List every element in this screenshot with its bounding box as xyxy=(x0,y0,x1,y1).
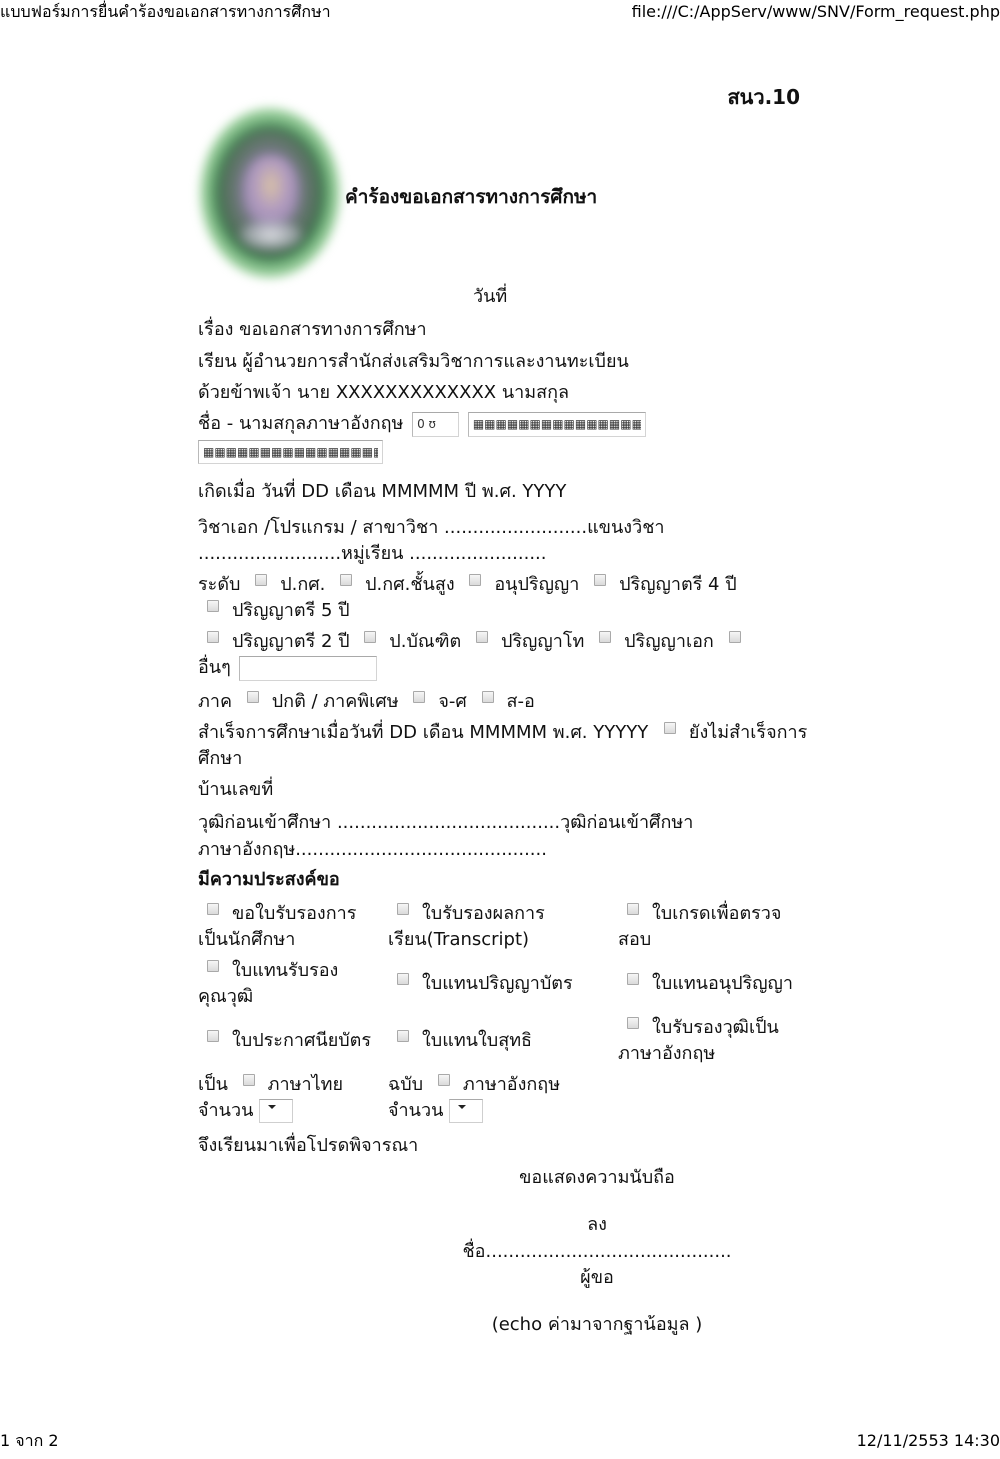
english-name-line xyxy=(198,410,808,438)
english-copy-label: ภาษาอังกฤษ xyxy=(462,1073,561,1095)
thai-copy-quantity-line xyxy=(198,1098,382,1124)
degree-level-option[interactable] xyxy=(198,600,350,621)
major-field xyxy=(198,515,808,567)
table-row xyxy=(198,1069,808,1126)
degree-level-line xyxy=(198,629,808,655)
chevron-down-icon xyxy=(458,1105,466,1109)
applicant-line: ด้วยข้าพเจ้า นาย XXXXXXXXXXXXX นามสกุล xyxy=(198,382,570,403)
english-copy-quantity-select[interactable] xyxy=(449,1099,483,1123)
degree-level-option[interactable] xyxy=(331,574,455,595)
degree-level-option-label: ปริญญาตรี 4 ปี xyxy=(619,574,737,595)
table-row xyxy=(198,955,808,1012)
document-option[interactable] xyxy=(388,898,618,955)
print-header xyxy=(0,0,1000,24)
prior-education-field xyxy=(198,809,808,863)
document-option-label: ใบแทนปริญญาบัตร xyxy=(422,972,573,994)
thai-copy-option[interactable] xyxy=(234,1074,343,1095)
term-checkbox[interactable] xyxy=(247,691,259,703)
degree-level-line xyxy=(198,655,808,681)
page-number: 1 จาก 2 xyxy=(0,1431,59,1450)
degree-level-checkbox[interactable] xyxy=(340,574,352,586)
regards-text: ขอแสดงความนับถือ xyxy=(519,1167,675,1188)
document-checkbox[interactable] xyxy=(397,903,409,915)
term-option[interactable] xyxy=(404,691,466,712)
major-line: วิชาเอก /โปรแกรม / สาขาวิชา .........................แขนงวิชา xyxy=(198,517,665,538)
closing-line: จึงเรียนมาเพื่อโปรดพิจารณา xyxy=(198,1135,419,1156)
subject-line: เรื่อง ขอเอกสารทางการศึกษา xyxy=(198,319,427,340)
date-label: วันที่ xyxy=(473,286,508,307)
document-option[interactable] xyxy=(198,898,388,955)
document-checkbox[interactable] xyxy=(627,973,639,985)
term-option[interactable] xyxy=(473,691,535,712)
degree-level-option-label: อนุปริญญา xyxy=(494,574,580,595)
document-option[interactable] xyxy=(198,955,388,1012)
english-copy-line xyxy=(388,1072,612,1098)
empty-cell xyxy=(618,1069,808,1126)
prior-education-line: ภาษาอังกฤษ............................................ xyxy=(198,839,547,860)
degree-level-label: ระดับ xyxy=(198,574,241,595)
degree-level-option[interactable] xyxy=(355,631,461,652)
english-copy-option[interactable] xyxy=(429,1074,560,1095)
degree-level-option[interactable] xyxy=(246,574,325,595)
term-option-label: ส-อ xyxy=(506,691,535,712)
database-note: (echo ค่ามาจากฐาน้อมูล ) xyxy=(491,1314,703,1335)
signer-name-line: ชื่อ........................................... xyxy=(462,1241,732,1262)
english-copy-cell xyxy=(388,1069,618,1126)
emblem-core xyxy=(244,156,298,226)
degree-level-line xyxy=(198,598,808,624)
thai-copy-checkbox[interactable] xyxy=(243,1074,255,1086)
degree-level-line xyxy=(198,572,808,598)
sign-label: ลง xyxy=(587,1214,607,1235)
degree-level-checkbox[interactable] xyxy=(207,600,219,612)
university-emblem-icon xyxy=(200,108,340,278)
document-checkbox[interactable] xyxy=(207,903,219,915)
degree-level-other-checkbox[interactable] xyxy=(729,631,741,643)
term-label: ภาค xyxy=(198,691,233,712)
degree-level-group xyxy=(198,572,808,624)
form-title: คำร้องขอเอกสารทางการศึกษา xyxy=(345,186,598,208)
degree-level-option-label: ป.บัณฑิต xyxy=(389,631,462,652)
term-checkbox[interactable] xyxy=(482,691,494,703)
document-option-label: ใบรับรองผลการเรียน(Transcript) xyxy=(388,902,545,950)
degree-level-option-label: ปริญญาเอก xyxy=(624,631,714,652)
degree-level-checkbox[interactable] xyxy=(476,631,488,643)
degree-level-other-label: อื่นๆ xyxy=(198,657,231,678)
document-checkbox[interactable] xyxy=(397,1030,409,1042)
form-code: สนว.10 xyxy=(727,85,800,109)
document-option[interactable] xyxy=(618,898,808,955)
degree-level-checkbox[interactable] xyxy=(364,631,376,643)
degree-level-option-label: ปริญญาตรี 2 ปี xyxy=(232,631,350,652)
english-copy-quantity-label: จำนวน xyxy=(388,1099,444,1121)
not-graduated-checkbox[interactable] xyxy=(664,722,676,734)
document-option-label: ใบประกาศนียบัตร xyxy=(232,1029,372,1051)
requested-documents-table xyxy=(198,898,808,1126)
thai-copy-cell xyxy=(198,1069,388,1126)
degree-level-checkbox[interactable] xyxy=(255,574,267,586)
degree-level-checkbox[interactable] xyxy=(469,574,481,586)
document-option[interactable] xyxy=(388,955,618,1012)
term-group xyxy=(198,689,808,715)
term-option-label: จ-ศ xyxy=(438,691,467,712)
term-option-label: ปกติ / ภาคพิเศษ xyxy=(271,691,399,712)
degree-level-option[interactable] xyxy=(585,574,737,595)
english-name-row xyxy=(198,410,808,466)
document-option-label: ใบแทนรับรองคุณวุฒิ xyxy=(198,959,339,1007)
document-checkbox[interactable] xyxy=(627,1017,639,1029)
english-copy-prefix: ฉบับ xyxy=(388,1073,424,1095)
requester-role: ผู้ขอ xyxy=(580,1267,614,1288)
degree-level-checkbox[interactable] xyxy=(599,631,611,643)
thai-copy-label: ภาษาไทย xyxy=(267,1073,344,1095)
degree-level-checkbox[interactable] xyxy=(594,574,606,586)
degree-level-option-label: ป.กศ. xyxy=(280,574,326,595)
degree-level-option[interactable] xyxy=(590,631,714,652)
table-row xyxy=(198,898,808,955)
recipient-line: เรียน ผู้อำนวยการสำนักส่งเสริมวิชาการและงานทะเบียน xyxy=(198,351,629,372)
document-option[interactable] xyxy=(618,955,808,1012)
degree-level-option[interactable] xyxy=(198,631,350,652)
degree-level-option-label: ป.กศ.ชั้นสูง xyxy=(365,574,455,595)
term-option[interactable] xyxy=(238,691,399,712)
document-option[interactable] xyxy=(388,1012,618,1069)
english-name-line xyxy=(198,438,808,466)
document-option[interactable] xyxy=(198,1012,388,1069)
graduation-text: สำเร็จการศึกษาเมื่อวันที่ DD เดือน MMMMM พ.ศ. YYYYY xyxy=(198,722,649,743)
thai-copy-prefix: เป็น xyxy=(198,1073,228,1095)
english-copy-checkbox[interactable] xyxy=(438,1074,450,1086)
print-footer xyxy=(0,1429,1000,1453)
major-line: .........................หมู่เรียน ........................ xyxy=(198,543,547,564)
degree-level-other-input[interactable] xyxy=(239,656,377,681)
document-checkbox[interactable] xyxy=(397,973,409,985)
birth-line: เกิดเมื่อ วันที่ DD เดือน MMMMM ปี พ.ศ. YYYY xyxy=(198,481,567,502)
degree-level-checkbox[interactable] xyxy=(207,631,219,643)
chevron-down-icon xyxy=(268,1105,276,1109)
english-name-label: ชื่อ - นามสกุลภาษาอังกฤษ xyxy=(198,413,404,434)
document-option-label: ใบแทนใบสุทธิ xyxy=(422,1029,533,1051)
document-option[interactable] xyxy=(618,1012,808,1069)
document-checkbox[interactable] xyxy=(207,1030,219,1042)
thai-copy-quantity-select[interactable] xyxy=(259,1099,293,1123)
prior-education-line: วุฒิก่อนเข้าศึกษา .......................................วุฒิก่อนเข้าศึกษา xyxy=(198,812,694,833)
thai-copy-line xyxy=(198,1072,382,1098)
name-prefix-input[interactable] xyxy=(412,412,459,437)
document-option-label: ใบแทนอนุปริญญา xyxy=(652,972,793,994)
first-name-input[interactable] xyxy=(468,412,646,437)
degree-level-option-label: ปริญญาตรี 5 ปี xyxy=(232,600,350,621)
degree-level-option-label: ปริญญาโท xyxy=(500,631,585,652)
address-label: บ้านเลขที่ xyxy=(198,779,274,800)
document-checkbox[interactable] xyxy=(207,960,219,972)
last-name-input[interactable] xyxy=(198,440,383,464)
thai-copy-quantity-label: จำนวน xyxy=(198,1099,254,1121)
english-copy-quantity-line xyxy=(388,1098,612,1124)
term-checkbox[interactable] xyxy=(413,691,425,703)
graduation-row xyxy=(198,720,808,772)
print-header-url: file:///C:/AppServ/www/SNV/Form_request.php xyxy=(631,2,1000,21)
print-header-title: แบบฟอร์มการยื่นคำร้องขอเอกสารทางการศึกษา xyxy=(0,2,331,21)
degree-level-group xyxy=(198,629,808,681)
not-graduated-label: ยังไม่สำเร็จการศึกษา xyxy=(198,722,808,769)
document-option-label: ใบรับรองวุฒิเป็นภาษาอังกฤษ xyxy=(618,1016,779,1064)
table-row xyxy=(198,1012,808,1069)
document-checkbox[interactable] xyxy=(627,903,639,915)
emblem-base xyxy=(240,220,302,250)
purpose-heading: มีความประสงค์ขอ xyxy=(198,869,340,890)
degree-level-option[interactable] xyxy=(467,631,584,652)
document-option-label: ใบเกรดเพื่อตรวจสอบ xyxy=(618,902,782,950)
print-timestamp: 12/11/2553 14:30 xyxy=(856,1431,1000,1450)
degree-level-option[interactable] xyxy=(460,574,579,595)
document-option-label: ขอใบรับรองการเป็นนักศึกษา xyxy=(198,902,357,950)
